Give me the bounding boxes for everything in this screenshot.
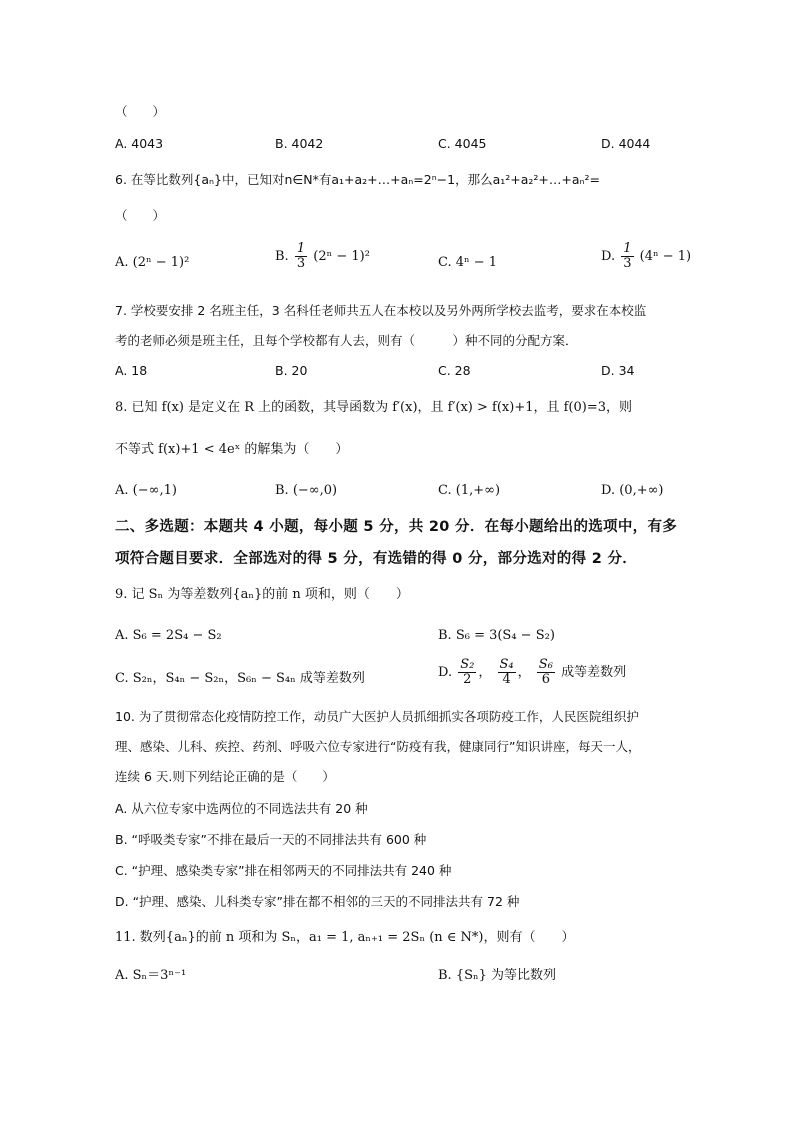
q5-option-a: A. 4043 [115,136,164,151]
q6-option-d-expr: (4ⁿ − 1) [639,249,692,264]
q6-option-a: A. (2ⁿ − 1)² [115,255,190,270]
q7-option-d: D. 34 [601,363,635,378]
q9-option-c: C. S₂ₙ，S₄ₙ − S₂ₙ，S₆ₙ − S₄ₙ 成等差数列 [115,671,365,686]
q10-line-3: 连续 6 天.则下列结论正确的是（ ） [115,769,335,784]
fraction-numerator: 1 [623,241,632,256]
q9-option-d-fraction-3 [537,658,555,687]
q5-option-c: C. 4045 [438,136,487,151]
q7-option-b: B. 20 [275,363,308,378]
q7-line-2: 考的老师必须是班主任，且每个学校都有人去，则有（ ）种不同的分配方案． [115,333,578,348]
q6-option-b-expr: (2ⁿ − 1)² [313,249,370,264]
section-2-heading-line-1: 二、多选题：本题共 4 小题，每小题 5 分，共 20 分．在每小题给出的选项中，有多 [115,519,678,535]
q10-option-b: B. “呼吸类专家”不排在最后一天的不同排法共有 600 种 [115,832,427,847]
fraction-numerator: 1 [296,241,306,256]
q11-option-b: B. {Sₙ} 为等比数列 [438,968,557,983]
fraction-numerator: S₂ [460,657,475,672]
fraction-denominator: 3 [296,256,306,271]
q5-option-d: D. 4044 [601,136,651,151]
q9-stem: 9. 记 Sₙ 为等差数列{aₙ}的前 n 项和，则（ ） [115,587,409,602]
q9-option-d-fraction-2 [498,658,516,687]
q6-option-c: C. 4ⁿ − 1 [438,255,498,270]
q10-option-d: D. “护理、感染、儿科类专家”排在都不相邻的三天的不同排法共有 72 种 [115,894,520,909]
fraction-numerator: S₄ [499,657,514,672]
q8-line-1: 8. 已知 f(x) 是定义在 R 上的函数，其导函数为 f′(x)，且 f′(x) > f(x)+1，且 f(0)=3，则 [115,400,633,415]
separator: ， [517,665,531,680]
q8-option-b: B. (−∞,0) [275,483,338,498]
q7-line-1: 7. 学校要安排 2 名班主任，3 名科任老师共五人在本校以及另外两所学校去监考，要求在本校监 [115,303,647,318]
q6-option-b-fraction [295,242,307,271]
q5-option-b: B. 4042 [275,136,324,151]
q8-line-2: 不等式 f(x)+1 < 4eˣ 的解集为（ ） [115,442,349,457]
q7-option-a: A. 18 [115,363,148,378]
q7-option-c: C. 28 [438,363,471,378]
q9-option-d-label: D. [438,665,453,680]
q6-option-d-label: D. [601,249,616,264]
q5-answer-blank: （ ） [115,104,166,119]
fraction-denominator: 6 [541,672,550,687]
q8-option-d: D. (0,+∞) [601,483,664,498]
q6-option-b [275,242,370,271]
fraction-denominator: 3 [623,256,632,271]
q10-option-a: A. 从六位专家中选两位的不同选法共有 20 种 [115,801,368,816]
q6-option-d [601,242,691,271]
separator: ， [478,665,492,680]
q11-stem: 11. 数列{aₙ}的前 n 项和为 Sₙ，a₁ = 1, aₙ₊₁ = 2Sₙ (n ∈ N*)，则有（ ） [115,930,575,945]
fraction-denominator: 4 [502,672,511,687]
q9-option-d-fraction-1 [458,658,476,687]
q9-option-d-tail: 成等差数列 [561,665,627,680]
q9-option-d [438,658,626,687]
q6-option-d-fraction [621,242,633,271]
q9-option-b: B. S₆ = 3(S₄ − S₂) [438,628,555,643]
q10-line-1: 10. 为了贯彻常态化疫情防控工作，动员广大医护人员抓细抓实各项防疫工作，人民医院组织护 [115,709,639,724]
fraction-numerator: S₆ [538,657,553,672]
q10-line-2: 理、感染、儿科、疾控、药剂、呼吸六位专家进行“防疫有我，健康同行”知识讲座，每天一人， [115,739,641,754]
fraction-denominator: 2 [463,672,472,687]
q6-option-b-label: B. [275,249,289,264]
q6-stem: 6. 在等比数列{aₙ}中，已知对n∈N*有a₁+a₂+…+aₙ=2ⁿ−1，那么a₁²+a₂²+…+aₙ²= [115,172,601,187]
q6-answer-blank: （ ） [115,208,166,223]
q8-option-c: C. (1,+∞) [438,483,501,498]
q11-option-a: A. Sₙ＝3ⁿ⁻¹ [115,968,187,983]
q9-option-a: A. S₆ = 2S₄ − S₂ [115,628,222,643]
q8-option-a: A. (−∞,1) [115,483,177,498]
section-2-heading-line-2: 项符合题目要求．全部选对的得 5 分，有选错的得 0 分，部分选对的得 2 分． [115,551,638,567]
q10-option-c: C. “护理、感染类专家”排在相邻两天的不同排法共有 240 种 [115,863,452,878]
